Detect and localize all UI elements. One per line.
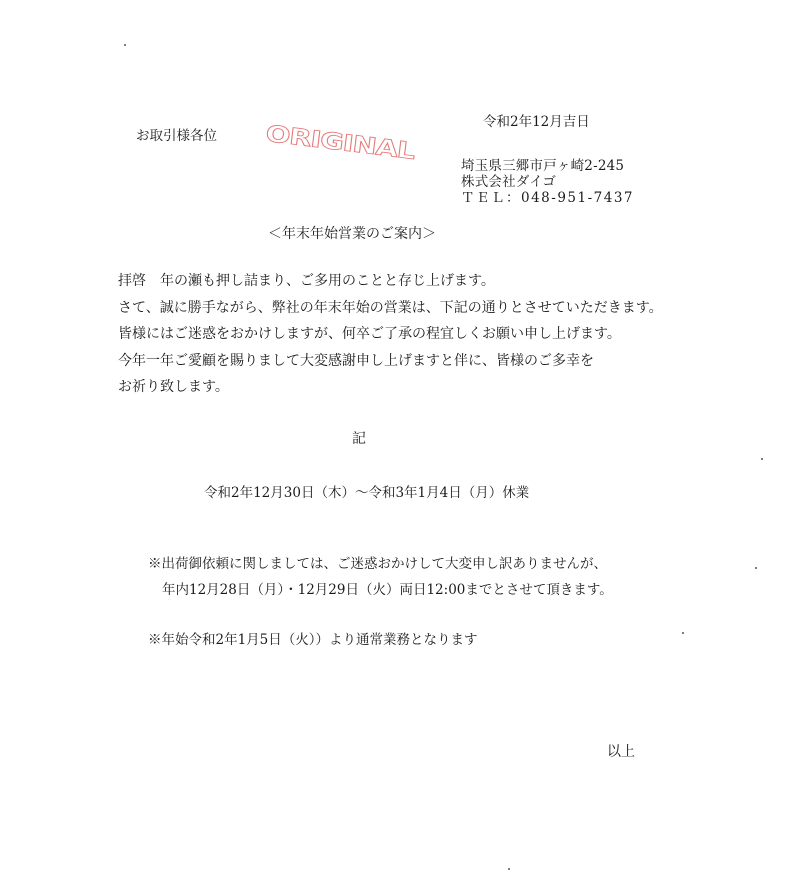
letter-date: 令和2年12月吉日 bbox=[483, 114, 590, 130]
sender-tel: ＴＥＬ：048-951-7437 bbox=[461, 190, 635, 206]
scan-speck bbox=[682, 632, 684, 634]
shipping-note-cont: 年内12月28日（月）・12月29日（火）両日12:00までとさせて頂きます。 bbox=[162, 582, 613, 598]
scan-speck bbox=[755, 567, 757, 569]
new-year-note: ※年始令和2年1月5日（火））より通常業務となります bbox=[148, 632, 478, 648]
notice-heading: ＜年末年始営業のご案内＞ bbox=[268, 226, 436, 242]
ki-marker: 記 bbox=[352, 431, 366, 447]
body-line: 今年一年ご愛顧を賜りまして大変感謝申し上げますと伴に、皆様のご多幸を bbox=[118, 353, 594, 369]
closure-period: 令和2年12月30日（木）～令和3年1月4日（月）休業 bbox=[204, 485, 530, 501]
body-line: お祈り致します。 bbox=[118, 379, 229, 395]
sender-address: 埼玉県三郷市戸ヶ崎2-245 bbox=[461, 158, 625, 174]
scan-speck bbox=[124, 44, 126, 46]
recipient: お取引様各位 bbox=[136, 128, 217, 144]
closing-ijou: 以上 bbox=[607, 744, 635, 760]
original-stamp: ORIGINAL bbox=[264, 119, 417, 165]
shipping-note: ※出荷御依頼に関しましては、ご迷惑おかけして大変申し訳ありませんが、 bbox=[148, 556, 607, 572]
sender-company: 株式会社ダイゴ bbox=[461, 174, 557, 190]
body-line: 皆様にはご迷惑をおかけしますが、何卒ご了承の程宜しくお願い申し上げます。 bbox=[118, 326, 621, 342]
scan-speck bbox=[761, 458, 763, 460]
body-line: 拝啓 年の瀬も押し詰まり、ご多用のことと存じ上げます。 bbox=[118, 273, 495, 289]
scan-speck bbox=[508, 868, 510, 870]
body-line: さて、誠に勝手ながら、弊社の年末年始の営業は、下記の通りとさせていただきます。 bbox=[118, 300, 663, 316]
